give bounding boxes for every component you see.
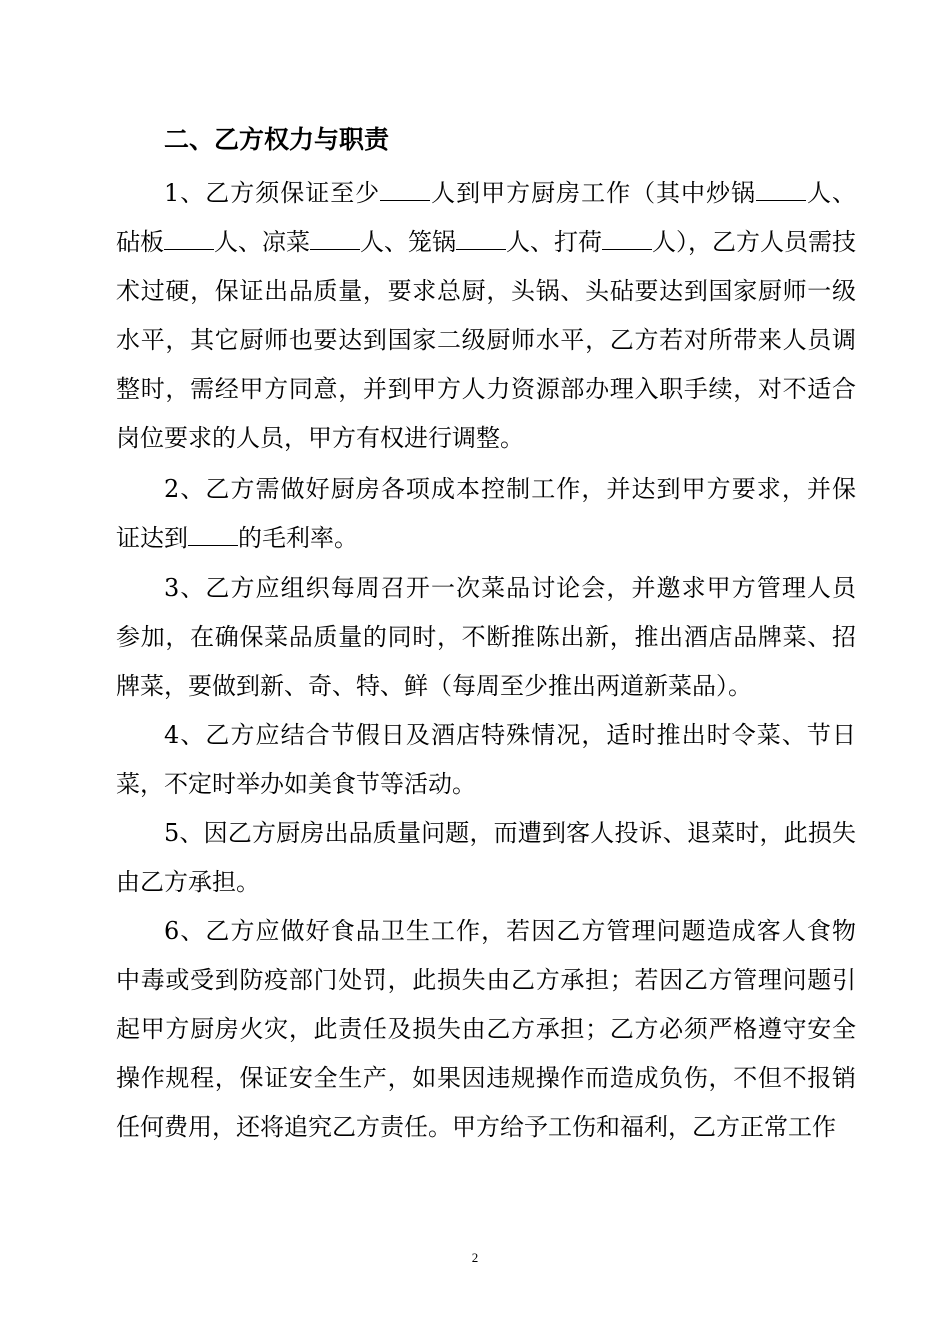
paragraph-5 (116, 809, 856, 907)
text-segment: 4、乙方应结合节假日及酒店特殊情况，适时推出时令菜、节日 (164, 721, 856, 749)
text-segment: 2、乙方需做好厨房各项成本控制工作，并达到甲方要求，并保 (164, 475, 856, 503)
text-segment: 术过硬，保证出品质量，要求总厨，头锅、头砧要达到国家厨师一级 (116, 277, 856, 305)
paragraph-1-line (116, 316, 856, 365)
paragraph-6-line (116, 1054, 856, 1103)
fill-in-blank (456, 229, 506, 250)
text-segment: 任何费用，还将追究乙方责任。甲方给予工伤和福利，乙方正常工作 (116, 1113, 836, 1141)
text-segment: 由乙方承担。 (116, 868, 260, 896)
paragraph-1-line (116, 414, 856, 463)
text-segment: 岗位要求的人员，甲方有权进行调整。 (116, 424, 524, 452)
page-number: 2 (471, 1250, 479, 1265)
fill-in-blank (188, 525, 238, 546)
text-segment: 牌菜，要做到新、奇、特、鲜（每周至少推出两道新菜品）。 (116, 672, 752, 700)
paragraph-6 (116, 907, 856, 1152)
text-segment: 起甲方厨房火灾，此责任及损失由乙方承担；乙方必须严格遵守安全 (116, 1015, 856, 1043)
text-segment: 证达到 (116, 524, 188, 552)
section-heading: 二、乙方权力与职责 (164, 125, 390, 154)
fill-in-blank (756, 180, 806, 201)
paragraph-1 (116, 169, 856, 463)
paragraph-5-line (116, 809, 856, 858)
text-segment: 整时，需经甲方同意，并到甲方人力资源部办理入职手续，对不适合 (116, 375, 856, 403)
text-segment: 6、乙方应做好食品卫生工作，若因乙方管理问题造成客人食物 (164, 917, 856, 945)
paragraph-3-line (116, 564, 856, 613)
paragraph-6-line (116, 956, 856, 1005)
text-segment: 参加，在确保菜品质量的同时，不断推陈出新，推出酒店品牌菜、招 (116, 623, 856, 651)
paragraph-1-line (116, 218, 856, 267)
text-segment: 人到甲方厨房工作（其中炒锅 (430, 179, 757, 207)
text-segment: 人、凉菜 (214, 228, 310, 256)
text-segment: 5、因乙方厨房出品质量问题，而遭到客人投诉、退菜时，此损失 (164, 819, 856, 847)
paragraph-4-line (116, 711, 856, 760)
fill-in-blank (380, 180, 430, 201)
text-segment: 的毛利率。 (238, 524, 358, 552)
fill-in-blank (164, 229, 214, 250)
paragraph-3-line (116, 662, 856, 711)
text-segment: 水平，其它厨师也要达到国家二级厨师水平，乙方若对所带来人员调 (116, 326, 856, 354)
text-segment: 菜，不定时举办如美食节等活动。 (116, 770, 476, 798)
text-segment: 人），乙方人员需技 (652, 228, 856, 256)
paragraph-6-line (116, 1005, 856, 1054)
paragraph-2 (116, 465, 856, 563)
paragraph-4 (116, 711, 856, 809)
paragraph-6-line (116, 1103, 856, 1152)
paragraph-3 (116, 564, 856, 711)
paragraph-2-line (116, 465, 856, 514)
text-segment: 砧板 (116, 228, 164, 256)
text-segment: 3、乙方应组织每周召开一次菜品讨论会，并邀求甲方管理人员 (164, 574, 856, 602)
paragraph-1-line (116, 365, 856, 414)
text-segment: 1、乙方须保证至少 (164, 179, 381, 207)
text-segment: 人、打荷 (506, 228, 602, 256)
text-segment: 中毒或受到防疫部门处罚，此损失由乙方承担；若因乙方管理问题引 (116, 966, 856, 994)
fill-in-blank (602, 229, 652, 250)
paragraph-4-line (116, 760, 856, 809)
paragraph-5-line (116, 858, 856, 907)
fill-in-blank (310, 229, 360, 250)
paragraph-2-line (116, 514, 856, 563)
paragraph-1-line (116, 267, 856, 316)
paragraph-1-line (116, 169, 856, 218)
text-segment: 操作规程，保证安全生产，如果因违规操作而造成负伤，不但不报销 (116, 1064, 856, 1092)
text-segment: 人、 (806, 179, 856, 207)
paragraph-6-line (116, 907, 856, 956)
paragraph-3-line (116, 613, 856, 662)
text-segment: 人、笼锅 (360, 228, 456, 256)
